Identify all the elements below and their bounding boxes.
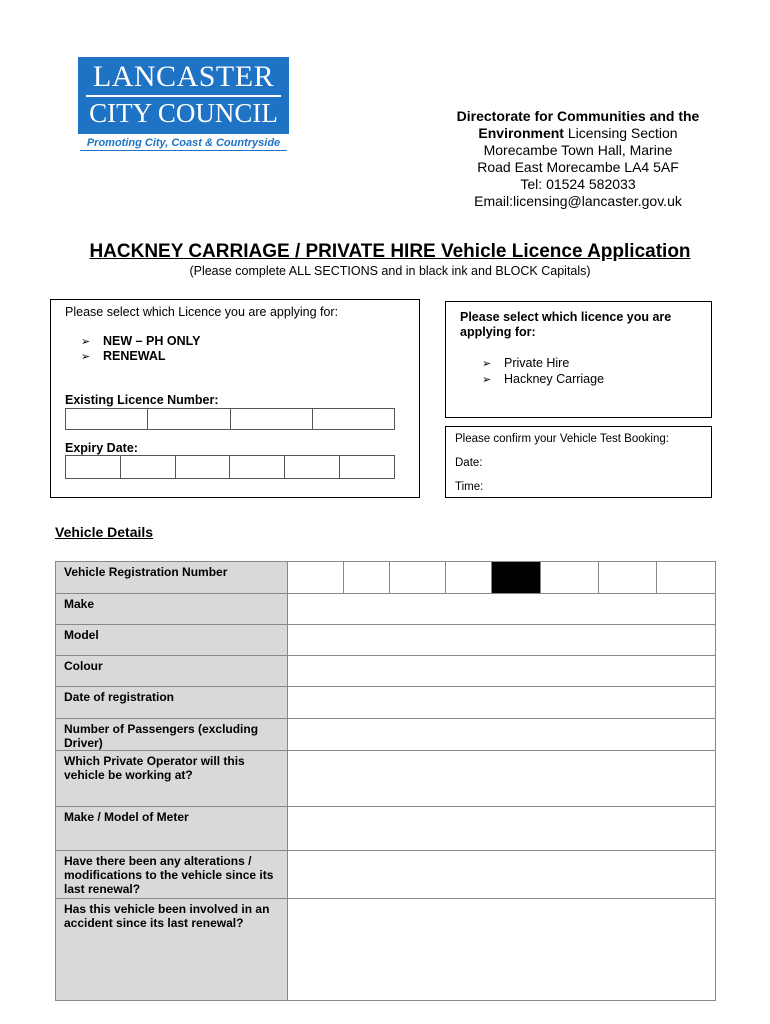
model-field[interactable] bbox=[288, 625, 716, 656]
option-private-hire[interactable]: ➢ Private Hire bbox=[482, 356, 569, 370]
registration-cells bbox=[288, 562, 715, 593]
private-operator-field[interactable] bbox=[288, 751, 716, 807]
option-renewal[interactable]: ➢ RENEWAL bbox=[81, 349, 166, 363]
licence-prompt: Please select which Licence you are applying for: bbox=[65, 305, 339, 319]
licence-cell[interactable] bbox=[313, 409, 394, 429]
option-new-ph-only[interactable]: ➢ NEW – PH ONLY bbox=[81, 334, 200, 348]
row-label: Make / Model of Meter bbox=[56, 807, 288, 851]
address-directorate: Directorate for Communities and the bbox=[456, 108, 700, 124]
form-subtitle: (Please complete ALL SECTIONS and in black ink and BLOCK Capitals) bbox=[189, 264, 591, 278]
table-row bbox=[56, 719, 716, 751]
expiry-date-field[interactable] bbox=[65, 455, 395, 479]
table-row bbox=[56, 656, 716, 687]
licence-cell[interactable] bbox=[148, 409, 230, 429]
option-hackney-carriage[interactable]: ➢ Hackney Carriage bbox=[482, 372, 604, 386]
form-title: HACKNEY CARRIAGE / PRIVATE HIRE Vehicle Licence Application bbox=[89, 241, 691, 262]
reg-cell[interactable] bbox=[288, 562, 344, 593]
test-time-label[interactable]: Time: bbox=[455, 481, 484, 493]
table-row bbox=[56, 594, 716, 625]
expiry-cell[interactable] bbox=[176, 456, 231, 478]
row-label: Colour bbox=[56, 656, 288, 687]
address-tel: Tel: 01524 582033 bbox=[520, 176, 636, 192]
licence-cell[interactable] bbox=[231, 409, 313, 429]
reg-cell[interactable] bbox=[344, 562, 390, 593]
logo-line-1: LANCASTER bbox=[92, 60, 275, 93]
registration-number-field[interactable] bbox=[288, 562, 716, 594]
address-line-3: Morecambe Town Hall, Marine bbox=[483, 142, 673, 158]
row-label: Make bbox=[56, 594, 288, 625]
vehicle-test-box bbox=[445, 426, 712, 498]
table-row bbox=[56, 899, 716, 1001]
reg-cell[interactable] bbox=[599, 562, 657, 593]
council-logo bbox=[78, 57, 289, 157]
reg-cell-shaded bbox=[492, 562, 541, 593]
row-label: Which Private Operator will this vehicle be working at? bbox=[56, 751, 288, 807]
colour-field[interactable] bbox=[288, 656, 716, 687]
accident-field[interactable] bbox=[288, 899, 716, 1001]
row-label: Number of Passengers (excluding Driver) bbox=[56, 719, 288, 751]
licence-type-box bbox=[445, 301, 712, 418]
logo-block bbox=[78, 57, 289, 134]
passengers-field[interactable] bbox=[288, 719, 716, 751]
licence-cell[interactable] bbox=[66, 409, 148, 429]
address-line-4: Road East Morecambe LA4 5AF bbox=[477, 159, 679, 175]
table-row bbox=[56, 687, 716, 719]
address-line-2 bbox=[428, 125, 728, 142]
row-label: Have there been any alterations / modifications to the vehicle since its last renewal? bbox=[56, 851, 288, 899]
table-row bbox=[56, 562, 716, 594]
address-environment: Environment bbox=[478, 125, 564, 141]
reg-cell[interactable] bbox=[541, 562, 599, 593]
existing-licence-number-field[interactable] bbox=[65, 408, 395, 430]
alterations-field[interactable] bbox=[288, 851, 716, 899]
expiry-cell[interactable] bbox=[121, 456, 176, 478]
existing-licence-label: Existing Licence Number: bbox=[65, 393, 219, 407]
make-field[interactable] bbox=[288, 594, 716, 625]
meter-field[interactable] bbox=[288, 807, 716, 851]
reg-cell[interactable] bbox=[446, 562, 492, 593]
table-row bbox=[56, 807, 716, 851]
licence-select-box bbox=[50, 299, 420, 498]
expiry-cell[interactable] bbox=[66, 456, 121, 478]
logo-rule bbox=[86, 95, 281, 97]
expiry-cell[interactable] bbox=[285, 456, 340, 478]
reg-cell[interactable] bbox=[390, 562, 446, 593]
row-label: Vehicle Registration Number bbox=[56, 562, 288, 594]
expiry-date-label: Expiry Date: bbox=[65, 441, 138, 455]
logo-line-2: CITY COUNCIL bbox=[89, 98, 278, 128]
test-date-label[interactable]: Date: bbox=[455, 457, 483, 469]
row-label: Has this vehicle been involved in an accident since its last renewal? bbox=[56, 899, 288, 1001]
reg-cell[interactable] bbox=[657, 562, 715, 593]
address-email: Email:licensing@lancaster.gov.uk bbox=[474, 193, 682, 209]
registration-date-field[interactable] bbox=[288, 687, 716, 719]
vehicle-details-table bbox=[55, 561, 716, 1001]
table-row bbox=[56, 751, 716, 807]
expiry-cell[interactable] bbox=[230, 456, 285, 478]
logo-tagline: Promoting City, Coast & Countryside bbox=[80, 137, 287, 151]
expiry-cell[interactable] bbox=[340, 456, 394, 478]
row-label: Model bbox=[56, 625, 288, 656]
test-booking-prompt: Please confirm your Vehicle Test Booking: bbox=[455, 433, 669, 445]
table-row bbox=[56, 851, 716, 899]
table-row bbox=[56, 625, 716, 656]
row-label: Date of registration bbox=[56, 687, 288, 719]
licence-type-prompt: Please select which licence you are applying for: bbox=[460, 310, 672, 339]
address-licensing-section: Licensing Section bbox=[563, 125, 678, 141]
council-address bbox=[428, 108, 728, 210]
vehicle-details-heading: Vehicle Details bbox=[55, 524, 154, 540]
